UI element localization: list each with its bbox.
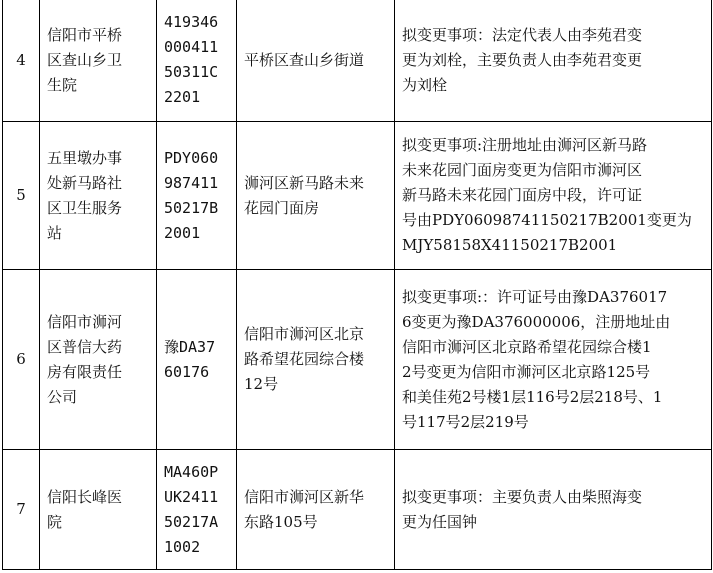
row-number: 7 [3,450,40,570]
institution-name: 五里墩办事 处新马路社 区卫生服务 站 [40,122,157,270]
institution-name: 信阳长峰医 院 [40,450,157,570]
row-number: 5 [3,122,40,270]
row-number: 6 [3,270,40,450]
license-code: PDY060 987411 50217B 2001 [157,122,237,270]
table-row [3,122,712,270]
institution-address: 信阳市浉河区北京 路希望花园综合楼 12号 [237,270,395,450]
change-description: 拟变更事项：法定代表人由李苑君变 更为刘栓，主要负责人由李苑君变更 为刘栓 [395,0,712,122]
table-row [3,450,712,570]
institution-name: 信阳市平桥 区查山乡卫 生院 [40,0,157,122]
change-record-table [2,0,712,570]
institution-address: 平桥区查山乡街道 [237,0,395,122]
change-description: 拟变更事项:：许可证号由豫DA376017 6变更为豫DA376000006，注册地址由 信阳市浉河区北京路希望花园综合楼1 2号变更为信阳市浉河区北京路125号 和美佳苑2号楼1层116号2层218号、1 号117号2层219号 [395,270,712,450]
institution-address: 信阳市浉河区新华 东路105号 [237,450,395,570]
license-code: 419346 000411 50311C 2201 [157,0,237,122]
table-row [3,270,712,450]
license-code: 豫DA37 60176 [157,270,237,450]
table-row [3,0,712,122]
change-description: 拟变更事项:注册地址由浉河区新马路 未来花园门面房变更为信阳市浉河区 新马路未来花园门面房中段，许可证 号由PDY06098741150217B2001变更为 MJY58158X41150217B2001 [395,122,712,270]
license-code: MA460P UK2411 50217A 1002 [157,450,237,570]
institution-address: 浉河区新马路未来 花园门面房 [237,122,395,270]
institution-name: 信阳市浉河 区普信大药 房有限责任 公司 [40,270,157,450]
change-description: 拟变更事项：主要负责人由柴照海变 更为任国钟 [395,450,712,570]
row-number: 4 [3,0,40,122]
